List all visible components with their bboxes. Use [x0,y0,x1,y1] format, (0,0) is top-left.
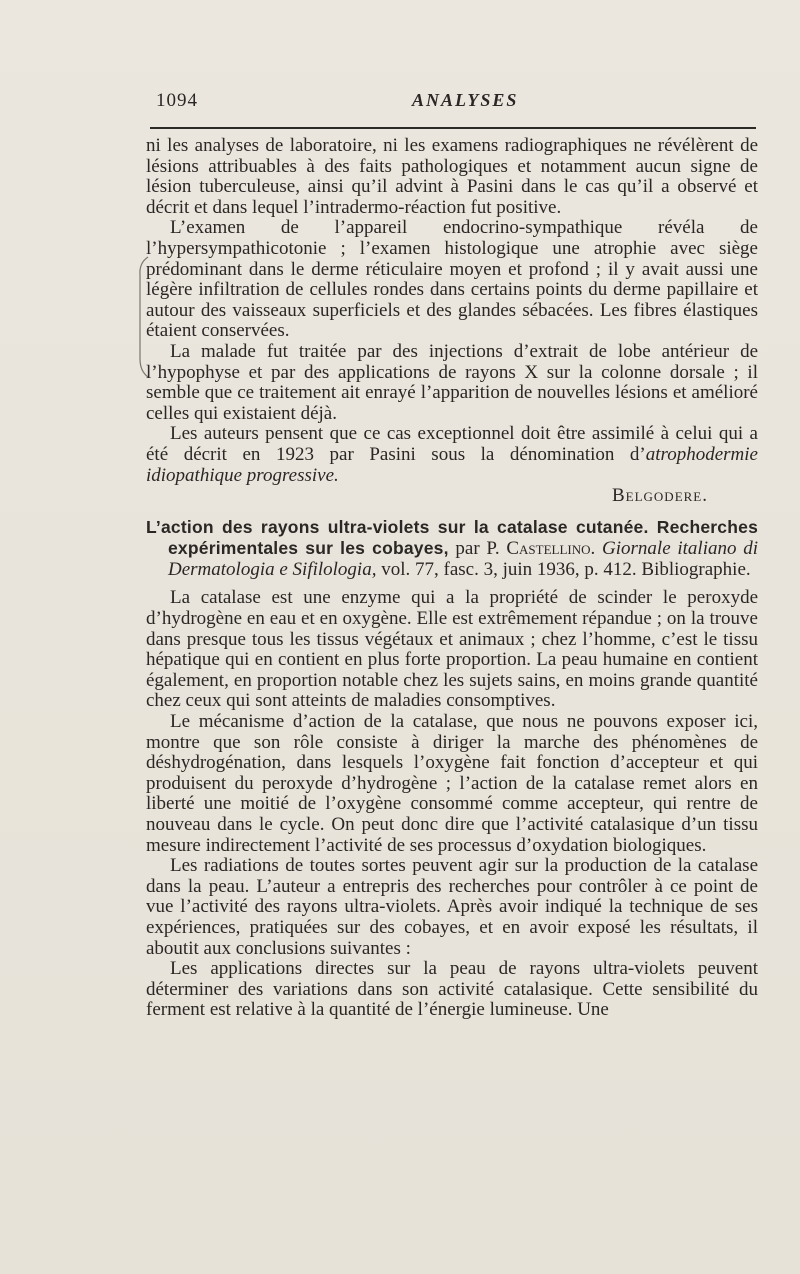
reviewer-signature: Belgodere. [611,485,708,507]
paragraph-text: Les auteurs pensent que ce cas exceptionnel doit être assimilé à celui qui a été décrit en 1923 par Pasini sous la dénomination d’ [146,423,758,465]
header-rule [150,127,756,129]
paragraph: La malade fut traitée par des injections d’extrait de lobe antérieur de l’hypophyse et par des applications de rayons X sur la colonne dorsale ; il semble que ce traitement ait enrayé l’apparition de nouvelles lésions et amélioré celles qui existaient déjà. [146,340,758,424]
page-header [152,86,756,114]
signature-line [146,486,758,507]
paragraph: Les applications directes sur la peau de rayons ultra-violets peuvent déterminer des variations dans son activité catalasique. Cette sensibilité du ferment est relative à la quantité de l’énergie lumineuse. Une [146,958,758,1021]
running-head: ANALYSES [412,90,519,110]
paragraph: La catalase est une enzyme qui a la propriété de scinder le peroxyde d’hydrogène en eau et en oxygène. Elle est extrêmement répandue ; on la trouve dans presque tous les tissus végétaux et animaux ; chez l’homme, c’est le tissu hépatique qui en contient en plus forte proportion. La peau humaine en contient également, en proportion notable chez les sujets sains, en moins grande quantité chez ceux qui sont atteints de maladies consomptives. [146,587,758,712]
body-text [146,136,758,1021]
article-title: L’action des rayons ultra-violets sur la catalase cutanée. Recherches expérimentales sur les cobayes, [146,516,758,559]
paragraph: L’examen de l’appareil endocrino-sympathique révéla de l’hypersympathicotonie ; l’examen histologique une atrophie avec siège prédominant dans le derme réticulaire moyen et profond ; il y avait aussi une légère infiltration de cellules rondes dans certains points du derme papillaire et autour des vaisseaux superficiels et des glandes sébacées. Les fibres élastiques étaient conservées. [146,217,758,342]
paragraph [146,424,758,506]
by-text: par P. [448,538,507,560]
journal-name: Giornale italiano di Dermatologia e Sifilologia, [168,538,759,580]
author-name: Castellino. [506,538,596,560]
reference-details: vol. 77, fasc. 3, juin 1936, p. 412. Bibliographie. [376,558,751,580]
disease-name: atrophodermie idiopathique progressive. [146,443,758,486]
paragraph: Le mécanisme d’action de la catalase, que nous ne pouvons exposer ici, montre que son rôle consiste à diriger la marche des phénomènes de déshydrogénation, dans lesquels l’oxygène fait fonction d’accepteur et qui produisent du peroxyde d’hydrogène ; l’action de la catalase remet alors en liberté une moitié de l’oxygène consommé comme accepteur, qui rentre de nouveau dans le cycle. On peut donc dire que l’activité catalasique d’un tissu mesure indirectement l’activité de ses processus d’oxydation biologiques. [146,711,758,856]
paragraph-continued: ni les analyses de laboratoire, ni les examens radiographiques ne révélèrent de lésions attribuables à des faits pathologiques et notamment aucun signe de lésion tuberculeuse, ainsi qu’il advint à Pasini dans le cas qu’il a observé et décrit et dans lequel l’intradermo-réaction fut positive. [146,135,758,218]
paragraph: Les radiations de toutes sortes peuvent agir sur la production de la catalase dans la peau. L’auteur a entrepris des recherches pour contrôler à ce point de vue l’activité des rayons ultra-violets. Après avoir indiqué la technique de ses expériences, pratiquées sur des cobayes, et en avoir exposé les résultats, il aboutit aux conclusions suivantes : [146,855,758,959]
article-reference [146,517,758,581]
page-number: 1094 [156,90,198,111]
